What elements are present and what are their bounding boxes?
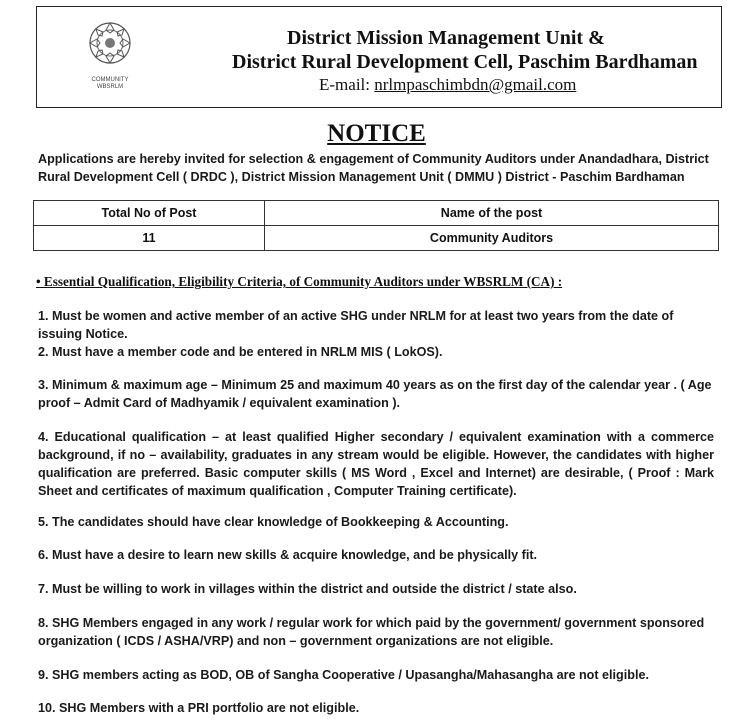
criteria-item-4: 4. Educational qualification – at least qualified Higher secondary / equivalent examination with a commerce background, if no – availability, graduates in any stream would be eligible. However, the candidates with higher qualification are preferred. Basic computer skills ( MS Word , Excel and Internet) are desirable, ( Proof : Mark Sheet and certificates of maximum qualification , Computer Training certificate).: [38, 430, 714, 498]
email-address[interactable]: nrlmpaschimbdn@gmail.com: [374, 75, 577, 94]
essential-heading: • Essential Qualification, Eligibility Criteria, of Community Auditors under WBSRLM (CA) :: [36, 274, 563, 289]
table-header-row: [34, 201, 719, 226]
criteria-item-5: 5. The candidates should have clear knowledge of Bookkeeping & Accounting.: [38, 515, 509, 529]
intro-paragraph: Applications are hereby invited for selection & engagement of Community Auditors under Anandadhara, District Rural Development Cell ( DRDC ), District Mission Management Unit ( DMMU ) District - Paschim Bardhaman: [38, 152, 709, 184]
criteria-item-6: 6. Must have a desire to learn new skills & acquire knowledge, and be physically fit.: [38, 548, 538, 562]
cell-total-posts: 11: [34, 226, 265, 251]
letterhead-email: [319, 75, 576, 95]
criteria-item-10: 10. SHG Members with a PRI portfolio are not eligible.: [38, 701, 360, 715]
letterhead-line-2: District Rural Development Cell, Paschim Bardhaman: [232, 51, 698, 73]
criteria-item-7: 7. Must be willing to work in villages within the district and outside the district / state also.: [38, 582, 577, 596]
email-label: E-mail:: [319, 75, 370, 94]
criteria-item-1: 1. Must be women and active member of an active SHG under NRLM for at least two years from the date of issuing Notice.: [38, 309, 674, 341]
emblem-icon: [67, 15, 153, 75]
letterhead-line-1: District Mission Management Unit &: [287, 27, 605, 49]
wbsrlm-logo: [67, 15, 153, 99]
letterhead: [36, 6, 722, 108]
criteria-item-3: 3. Minimum & maximum age – Minimum 25 and maximum 40 years as on the first day of the calendar year . ( Age proof – Admit Card of Madhyamik / equivalent examination ).: [38, 378, 712, 410]
notice-title: NOTICE: [327, 120, 426, 147]
post-table: [33, 200, 719, 251]
logo-caption: COMMUNITY WBSRLM: [91, 77, 129, 90]
header-total-posts: Total No of Post: [34, 201, 265, 226]
table-row: [34, 226, 719, 251]
criteria-item-9: 9. SHG members acting as BOD, OB of Sangha Cooperative / Upasangha/Mahasangha are not eligible.: [38, 668, 649, 682]
cell-post-name: Community Auditors: [265, 226, 719, 251]
header-post-name: Name of the post: [265, 201, 719, 226]
criteria-item-8: 8. SHG Members engaged in any work / regular work for which paid by the government/ government sponsored organization ( ICDS / ASHA/VRP) and non – government organizations are not eligible.: [38, 616, 705, 648]
criteria-item-2: 2. Must have a member code and be entered in NRLM MIS ( LokOS).: [38, 345, 443, 359]
